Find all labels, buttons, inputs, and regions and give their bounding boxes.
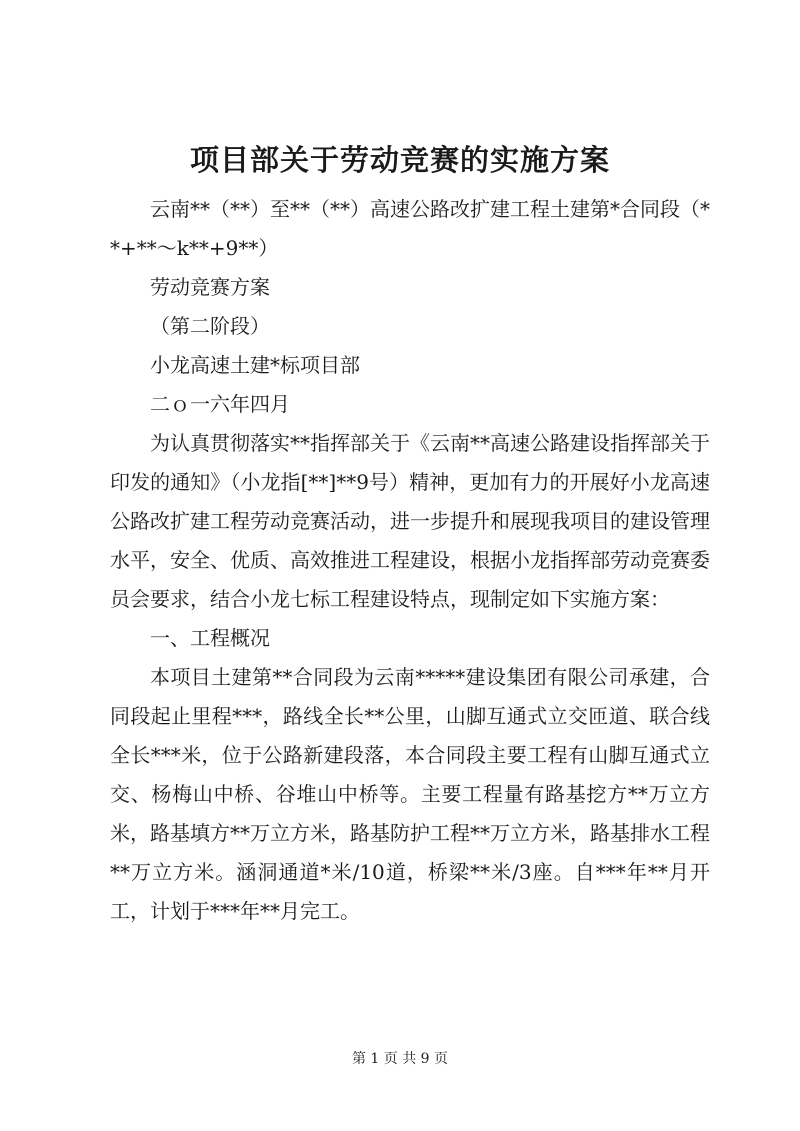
department-paragraph: 小龙高速土建*标项目部 [150,353,360,377]
intro-paragraph: 为认真贯彻落实**指挥部关于《云南**高速公路建设指挥部关于印发的通知》（小龙指[**]**9号）精神，更加有力的开展好小龙高速公路改扩建工程劳动竞赛活动，进一步提升和展现我项目的建设管理水平，安全、优质、高效推进工程建设，根据小龙指挥部劳动竞赛委员会要求，结合小龙七标工程建设特点，现制定如下实施方案： [110,431,710,611]
phase-paragraph: （第二阶段） [150,314,270,338]
date-paragraph: 二ｏ一六年四月 [150,392,290,416]
document-title: 项目部关于劳动竞赛的实施方案 [189,143,610,177]
project-name-paragraph: 云南**（**）至**（**）高速公路改扩建工程土建第*合同段（**+**～k**+9**） [110,197,710,260]
document-body [110,190,710,931]
plan-title-paragraph: 劳动竞赛方案 [150,275,270,299]
overview-paragraph: 本项目土建第**合同段为云南*****建设集团有限公司承建，合同段起止里程***，路线全长**公里，山脚互通式立交匝道、联合线全长***米，位于公路新建段落，本合同段主要工程有山脚互通式立交、杨梅山中桥、谷堆山中桥等。主要工程量有路基挖方**万立方米，路基填方**万立方米，路基防护工程**万立方米，路基排水工程**万立方米。涵洞通道*米/10道，桥梁**米/3座。自***年**月开工，计划于***年**月完工。 [110,665,710,923]
page-number-footer: 第 1 页 共 9 页 [351,1051,449,1067]
section-heading-overview: 一、工程概况 [150,626,270,650]
